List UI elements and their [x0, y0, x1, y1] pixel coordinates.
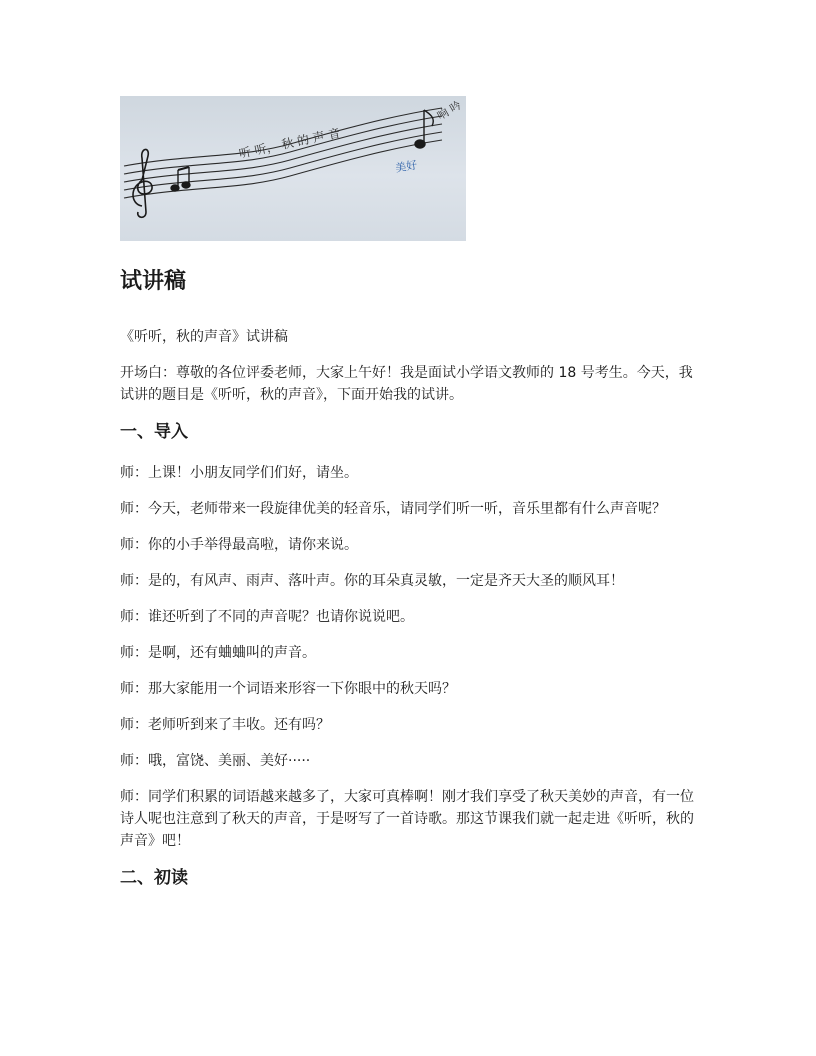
paragraph: 师：你的小手举得最高啦，请你来说。 — [120, 537, 358, 553]
handwritten-title: 听 听， 秋 的 声 音 — [237, 125, 342, 161]
document-subtitle: 《听听，秋的声音》试讲稿 — [120, 329, 288, 345]
paragraph: 师：同学们积累的词语越来越多了，大家可真棒啊！刚才我们享受了秋天美妙的声音，有一位诗人呢也注意到了秋天的声音，于是呀写了一首诗歌。那这节课我们就一起走进《听听，秋的声音》吧！ — [120, 789, 694, 849]
handwritten-word-blue: 美好 — [394, 158, 419, 175]
paragraph: 师：那大家能用一个词语来形容一下你眼中的秋天吗？ — [120, 681, 456, 697]
document-body — [120, 262, 698, 908]
section-heading-intro: 一、导入 — [120, 422, 188, 442]
treble-clef-icon — [133, 149, 152, 217]
eighth-notes-icon — [171, 167, 190, 191]
music-staff-drawing — [120, 96, 466, 241]
paragraph: 师：老师听到来了丰收。还有吗？ — [120, 717, 330, 733]
paragraph: 师：谁还听到了不同的声音呢？也请你说说吧。 — [120, 609, 414, 625]
paragraph: 师：今天，老师带来一段旋律优美的轻音乐，请同学们听一听，音乐里都有什么声音呢？ — [120, 501, 666, 517]
section-heading-first-reading: 二、初读 — [120, 868, 188, 888]
page-title: 试讲稿 — [120, 269, 187, 294]
paragraph: 师：上课！小朋友同学们们好，请坐。 — [120, 465, 358, 481]
staff-lines — [124, 108, 442, 198]
paragraph: 师：哦，富饶、美丽、美好····· — [120, 753, 311, 769]
paragraph: 师：是啊，还有蛐蛐叫的声音。 — [120, 645, 316, 661]
handwritten-word-right: 响 吟 — [435, 98, 464, 123]
opening-paragraph: 开场白：尊敬的各位评委老师，大家上午好！我是面试小学语文教师的 18 号考生。今天，我试讲的题目是《听听，秋的声音》，下面开始我的试讲。 — [120, 365, 693, 403]
cover-illustration — [120, 96, 466, 241]
paragraph: 师：是的，有风声、雨声、落叶声。你的耳朵真灵敏，一定是齐天大圣的顺风耳！ — [120, 573, 624, 589]
